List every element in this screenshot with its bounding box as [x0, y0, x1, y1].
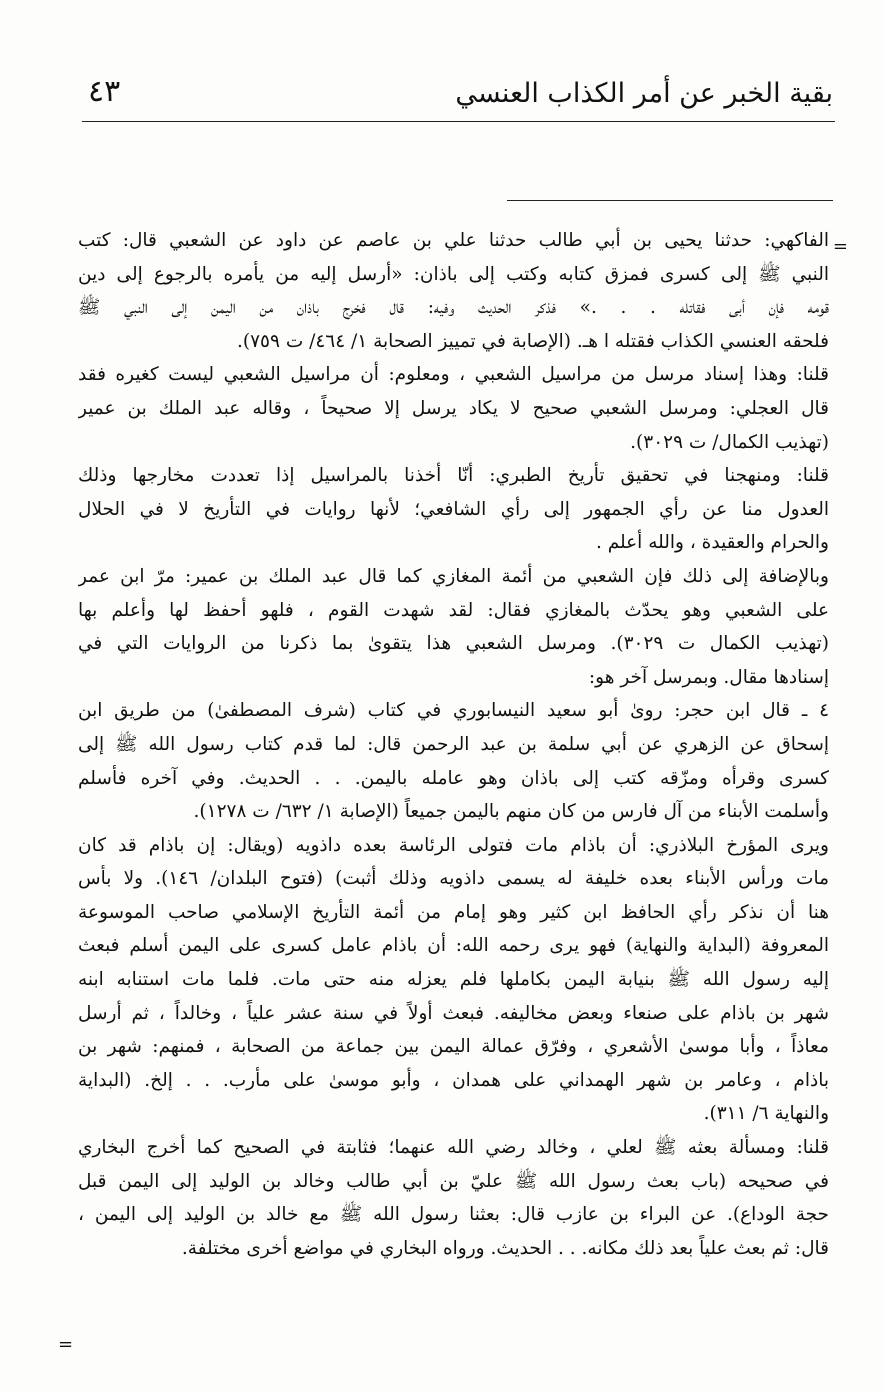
text-line: العدول منا عن رأي الجمهور إلى رأي الشافعي؛ لأنها روايات في التأريخ لا في الحلال	[78, 498, 829, 520]
page-number: ٤٣	[88, 74, 121, 109]
footnote-body-text	[78, 224, 829, 1265]
text-line: المعروفة (البداية والنهاية) فهو يرى رحمه الله: أن باذام عامل كسرى على اليمن أسلم فبعث	[78, 935, 829, 957]
continuation-mark-top: =	[832, 236, 848, 257]
text-line: فلحقه العنسي الكذاب فقتله ا هـ. (الإصابة في تمييز الصحابة ١/ ٤٦٤/ ت ٧٥٩).	[237, 330, 829, 352]
text-line: قلنا: ومسألة بعثه ﷺ لعلي ، وخالد رضي الله عنهما؛ فثابتة في الصحيح كما أخرج البخاري	[78, 1137, 829, 1159]
text-line: إسنادها مقال. وبمرسل آخر هو:	[588, 666, 829, 688]
header-rule	[82, 121, 835, 122]
continuation-mark-bottom: =	[58, 1334, 74, 1355]
text-line: (تهذيب الكمال ت ٣٠٢٩). ومرسل الشعبي هذا يتقوىٰ بما ذكرنا من الروايات التي في	[78, 633, 829, 655]
text-line: قلنا: وهذا إسناد مرسل من مراسيل الشعبي ، ومعلوم: أن مراسيل الشعبي ليست كغيره فقد	[78, 364, 829, 386]
text-line: قال: ثم بعث علياً بعد ذلك مكانه. . . الحديث. ورواه البخاري في مواضع أخرى مختلفة.	[181, 1237, 829, 1259]
text-line: قومه فإن أبى فقاتله . . .» فذكر الحديث وفيه: قال فخرج باذان من اليمن إلى النبي ﷺ	[78, 297, 829, 319]
text-line: على الشعبي وهو يحدّث بالمغازي فقال: لقد شهدت القوم ، فلهو أحفظ لها وأعلم بها	[78, 599, 829, 621]
text-line: الفاكهي: حدثنا يحيى بن أبي طالب حدثنا علي بن عاصم عن داود عن الشعبي قال: كتب	[78, 230, 829, 251]
text-line: ويرى المؤرخ البلاذري: أن باذام مات فتولى الرئاسة بعده داذويه (ويقال: إن باذام قد كان	[78, 834, 829, 856]
text-line: وبالإضافة إلى ذلك فإن الشعبي من أئمة المغازي كما قال عبد الملك بن عمير: مرّ ابن عمر	[78, 565, 829, 587]
text-line: شهر بن باذام على صنعاء وبعض مخاليفه. فبعث أولاً في سنة عشر علياً ، وخالداً ، ثم أرسل	[78, 1002, 829, 1024]
text-line: قال العجلي: ومرسل الشعبي صحيح لا يكاد يرسل إلا صحيحاً ، وقاله عبد الملك بن عمير	[78, 397, 829, 419]
text-line: معاذاً ، وأبا موسىٰ الأشعري ، وفرّق عمالة اليمن بين جماعة من الصحابة ، فمنهم: شهر بن	[78, 1036, 829, 1058]
running-header-title: بقية الخبر عن أمر الكذاب العنسي	[455, 78, 833, 109]
text-line: قلنا: ومنهجنا في تحقيق تأريخ الطبري: أنّا أخذنا بالمراسيل إذا تعددت مخارجها وذلك	[78, 465, 829, 487]
text-line: حجة الوداع). عن البراء بن عازب قال: بعثنا رسول الله ﷺ مع خالد بن الوليد إلى اليمن ،	[78, 1204, 829, 1226]
text-line: هنا أن نذكر رأي الحافظ ابن كثير وهو إمام من أئمة التأريخ الإسلامي صاحب الموسوعة	[78, 901, 829, 923]
text-line: إسحاق عن الزهري عن أبي سلمة بن عبد الرحمن قال: لما قدم كتاب رسول الله ﷺ إلى	[78, 733, 829, 755]
text-line: (تهذيب الكمال/ ت ٣٠٢٩).	[630, 431, 829, 453]
text-line: والحرام والعقيدة ، والله أعلم .	[595, 532, 829, 554]
text-line: كسرى وقرأه ومزّقه كتب إلى باذان وهو عامله باليمن. . . الحديث. وفي آخره فأسلم	[78, 767, 829, 789]
text-line: مات ورأس الأبناء بعده خليفة له يسمى داذويه وذلك أثبت) (فتوح البلدان/ ١٤٦). ولا بأس	[78, 868, 829, 890]
text-line: النبي ﷺ إلى كسرى فمزق كتابه وكتب إلى باذان: «أرسل إليه من يأمره بالرجوع إلى دين	[78, 263, 829, 285]
text-line: وأسلمت الأبناء من آل فارس من كان منهم باليمن جميعاً (الإصابة ١/ ٦٣٢/ ت ١٢٧٨).	[193, 801, 829, 823]
text-line: إليه رسول الله ﷺ بنيابة اليمن بكاملها فلم يعزله منه حتى مات. فلما مات استنابه ابنه	[78, 969, 829, 991]
text-line: في صحيحه (باب بعث رسول الله ﷺ عليّ بن أبي طالب وخالد بن الوليد إلى اليمن قبل	[78, 1170, 829, 1192]
text-line: باذام ، وعامر بن شهر الهمداني على همدان ، وأبو موسىٰ على مأرب. . . إلخ. (البداية	[78, 1069, 829, 1091]
footnote-separator-rule	[507, 200, 833, 201]
text-line: والنهاية ٦/ ٣١١).	[703, 1103, 829, 1125]
text-line: ٤ ـ قال ابن حجر: روىٰ أبو سعيد النيسابوري في كتاب (شرف المصطفىٰ) من طريق ابن	[78, 700, 829, 722]
